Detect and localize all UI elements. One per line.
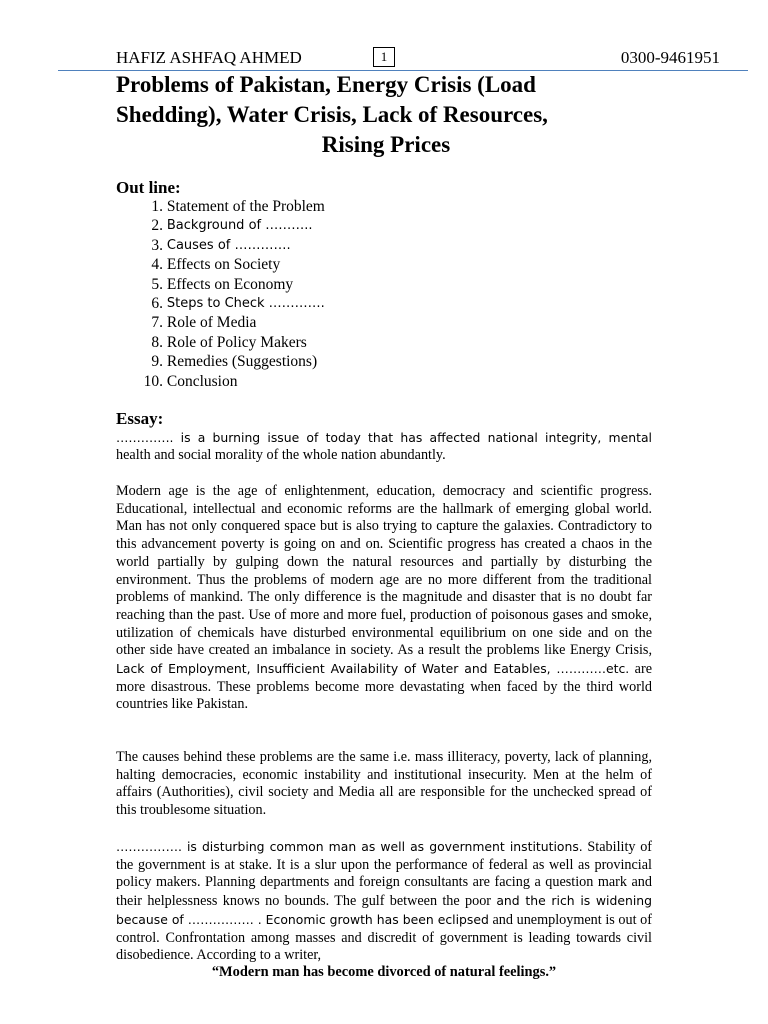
title-line-2: Shedding), Water Crisis, Lack of Resources, — [116, 102, 548, 127]
page-number-box: 1 — [373, 47, 395, 67]
paragraph-4: ……………. is disturbing common man as well as government institutions. Stability of the government is at stake. It is a slur upon the performance of federal as well as provincial policy makers. Planning departments and foreign consultants are facing a question mark and their helplessness knows no bounds. The gulf between the poor and the rich is widening because of ……………. . Economic growth has been eclipsed and unemployment is out of control. Confrontation among masses and discredit of government is leading towards civil disobedience. According to a writer, — [116, 839, 653, 964]
outline-item: 8. Role of Policy Makers — [151, 333, 307, 351]
outline-item: 1. Statement of the Problem — [151, 198, 325, 215]
phone-number: 0300-9461951 — [620, 48, 720, 67]
author-name: HAFIZ ASHFAQ AHMED — [116, 48, 302, 67]
paragraph-2: Modern age is the age of enlightenment, education, democracy and scientific progress. Educational, intellectual and economic reforms are the hallmark of emerging global world. Man has not only conquered space but is also trying to capture the galaxies. Contradictory to this advancement poverty is going on and on. Scientific progress has created a chaos in the world partially by gulping down the natural resources and partially by disturbing the environment. Thus the problems of modern age are no more different from the traditional problems of mankind. The only difference is the magnitude and disaster that is no doubt far reaching than the past. Use of more and more fuel, production of poisonous gases and smoke, utilization of chemicals have disturbed environmental equilibrium on one side and on the other side have created an imbalance in society. As a result the problems like Energy Crisis, Lack of Employment, Insufficient Availability of Water and Eatables, …………etc. are more disastrous. These problems become more devastating when faced by the third world countries like Pakistan. — [116, 483, 652, 713]
paragraph-1-rest: health and social morality of the whole nation abundantly. — [116, 446, 446, 463]
essay-heading: Essay: — [116, 409, 164, 428]
outline-item: 4. Effects on Society — [151, 256, 281, 274]
outline-item: 3. Causes of …………. — [151, 236, 291, 254]
title-line-1: Problems of Pakistan, Energy Crisis (Load — [116, 72, 536, 97]
writer-quote: “Modern man has become divorced of natural feelings.” — [211, 964, 557, 980]
paragraph-1-lead: ………….. is a burning issue of today that has affected national integrity, mental — [116, 430, 652, 445]
outline-list — [136, 197, 325, 391]
paragraph-1 — [116, 429, 652, 464]
title-line-3: Rising Prices — [321, 132, 451, 157]
page-header — [116, 46, 720, 70]
outline-item: 9. Remedies (Suggestions) — [151, 353, 318, 371]
paragraph-3: The causes behind these problems are the same i.e. mass illiteracy, poverty, lack of planning, halting democracies, economic instability and institutional insecurity. Men at the helm of affairs (Authorities), civil society and Media all are responsible for the unchecked spread of this troublesome situation. — [116, 749, 652, 819]
document-title — [116, 70, 656, 160]
outline-heading: Out line: — [116, 178, 181, 197]
outline-item: 6. Steps to Check …………. — [151, 295, 325, 313]
outline-item: 7. Role of Media — [151, 314, 257, 332]
outline-item: 10. Conclusion — [143, 372, 238, 390]
outline-item: 2. Background of ……….. — [151, 217, 313, 235]
outline-item: 5. Effects on Economy — [151, 275, 294, 293]
